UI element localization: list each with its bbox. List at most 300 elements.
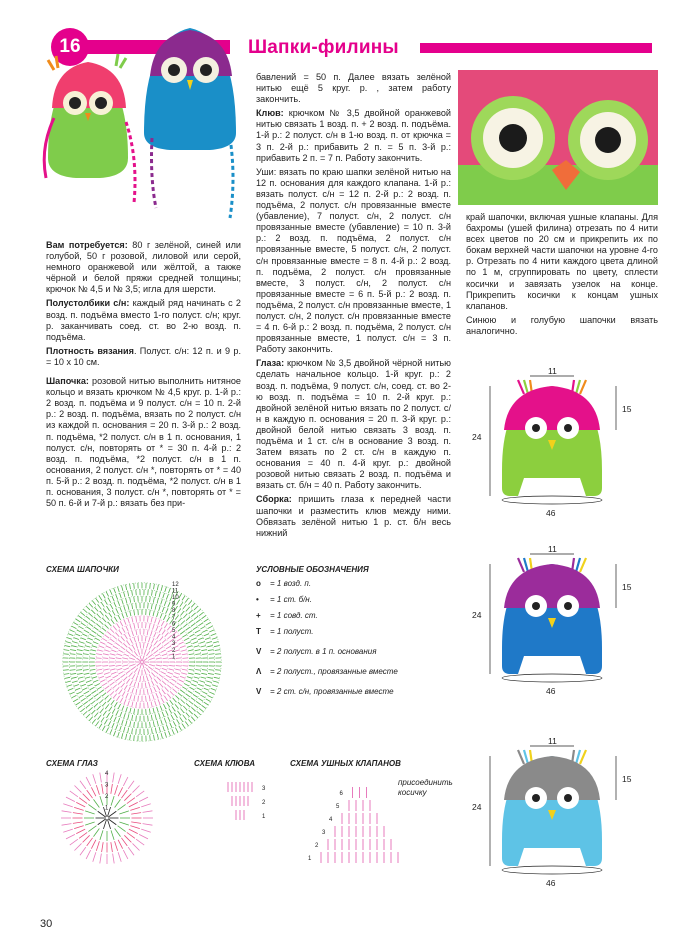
stitch-mark (132, 617, 133, 622)
stitch-mark (77, 650, 83, 651)
stitch-mark (114, 617, 117, 622)
stitch-mark (103, 654, 108, 655)
stitch-mark (150, 631, 152, 636)
eye-pupil (564, 794, 572, 802)
stitch-mark (108, 679, 113, 682)
stitch-mark (123, 643, 127, 647)
stitch-mark (173, 721, 176, 726)
stitch-mark (131, 666, 136, 669)
stitch-mark (183, 605, 186, 609)
stitch-mark (91, 787, 96, 796)
stitch-mark (118, 732, 120, 737)
stitch-mark (82, 688, 87, 690)
stitch-mark (147, 702, 148, 708)
stitch-mark (175, 728, 178, 733)
stitch-mark (75, 634, 80, 636)
stitch-mark (73, 699, 78, 702)
eye-pupil (564, 424, 572, 432)
stitch-mark (138, 696, 139, 702)
row-label: 7 (172, 614, 176, 621)
stitch-mark (127, 832, 135, 838)
legend-item (256, 627, 456, 643)
stitch-mark (118, 587, 120, 592)
stitch-mark (147, 630, 148, 636)
stitch-mark (70, 630, 75, 632)
blue-purple-hat (144, 28, 236, 218)
stitch-mark (79, 832, 87, 838)
stitch-mark (150, 597, 151, 603)
eye-pupil (564, 602, 572, 610)
stitch-mark (149, 645, 152, 650)
stitch-mark (85, 646, 90, 648)
stitch-mark (88, 804, 96, 810)
stitch-mark (175, 695, 179, 699)
ears-text: Уши: вязать по краю шапки зелёной нитью на 12 п. основания для каждого клапана. 1-й р.: вязать полуст. с/н = 12 п. 2-й р.: 2 возд. п. подъёма, 2 полуст. с/н провязанные вместе (убавление), 7 полуст. с/н, 2 полуст. с/н провязанные вместе (убавление) = 10 п. 3-й р.: 2 возд. п. подъёма, 2 полуст. с/н провязанные вместе, 5 полуст. с/н, 2 полуст. с/н провязанные вместе = 8 п. 4-й р.: 2 возд. п. подъёма, 2 полуст. с/н провязанные вместе, 3 полуст. с/н, 2 полуст. с/н провязанные вместе = 6 п. 5-й р.: 2 возд. п. подъёма, 2 полуст. с/н провязанные вместе, 1 полуст. с/н, 2 полуст. с/н провязанные вместе = 4 п. 6-й р.: 2 возд. п. подъёма, 2 полуст. с/н провязанные вместе, 1 полуст. с/н = 3 п. Работу закончить. (256, 166, 451, 355)
stitch-mark (108, 698, 112, 702)
legend-symbol: + (256, 611, 261, 620)
stitch-mark (120, 698, 123, 703)
stitch-mark (215, 650, 221, 651)
stitch-mark (81, 698, 86, 701)
materials-text: 80 г зелёной, синей или голубой, 50 г розовой, лиловой или серой, немного оранжевой или жёлтой, а также чёрной и белой пряжи средней толщины; крючок № 4,5 и № 3,5; игла для шерсти. (46, 240, 241, 295)
stitch-mark (121, 683, 125, 687)
stitch-mark (194, 677, 199, 679)
stitch-mark (132, 843, 139, 850)
stitch-mark (186, 627, 191, 630)
stitch-mark (67, 638, 72, 640)
stitch-mark (118, 601, 120, 606)
stitch-mark (106, 676, 111, 678)
row-label: 3 (322, 830, 326, 836)
stitch-mark (168, 717, 170, 722)
stitch-mark (159, 713, 161, 718)
stitch-mark (126, 585, 127, 590)
photo-owl-hats (40, 18, 245, 223)
stitch-mark (156, 658, 161, 659)
stitch-mark (191, 707, 195, 711)
stitch-mark (154, 735, 155, 741)
stitch-mark (122, 599, 124, 604)
tassel (580, 750, 586, 764)
stitch-mark (122, 613, 124, 618)
hat-diagram (468, 736, 648, 890)
stitch-mark (80, 847, 86, 855)
stitch-mark (110, 604, 113, 609)
stitch-mark (92, 600, 96, 604)
stitch-mark (138, 683, 139, 689)
stitch-mark (197, 609, 201, 613)
stitch-mark (107, 689, 111, 693)
dim-height-label: 24 (472, 802, 482, 812)
stitch-mark (171, 715, 174, 720)
stitch-mark (130, 681, 133, 686)
stitch-mark (83, 609, 87, 613)
hat-scheme-title: СХЕМА ШАПОЧКИ (46, 565, 119, 574)
eyes-text: крючком № 3,5 двойной чёрной нитью сделать начальное кольцо. 1-й круг. р.: 2 возд. п. подъёма, 9 полуст. с/н, соед. ст. во 2-ю возд. п. подъёма = 10 п. 2-й круг. р.: двойной зелёной нитью вязать по 2 полуст. с/н в каждую п. основания = 20 п. 3-й круг. р.: двойной белой нитью связать 3 возд. п. подъёма и 1 ст. с/н в основание 3 возд. п. Затем вязать по 2 ст. с/н в каждую п. основания = 40 п. 4-й круг. р.: двойной розовой нитью связать 2 возд. п. подъёма и вязать ст. б/н = 40 п. Работу закончить. (256, 358, 451, 491)
hat-diagram (468, 544, 648, 698)
stitch-mark (161, 719, 163, 724)
stitch-mark (111, 830, 114, 840)
stitch-mark (175, 704, 178, 708)
stitch-mark (155, 654, 160, 656)
stitch-mark (111, 700, 114, 705)
stitch-mark (181, 709, 185, 713)
stitch-mark (77, 630, 82, 632)
assembly-text: пришить глаза к передней части шапочки и разместить клюв между ними. Обвязать зелёной нитью 1 р. ст. б/н весь нижний (256, 494, 451, 538)
eye-scheme (55, 766, 160, 871)
stitch-mark (94, 694, 99, 697)
eye-pupil (532, 794, 540, 802)
stitch-mark (180, 717, 183, 722)
stitch-mark (134, 668, 137, 673)
stitch-mark (198, 684, 203, 686)
stitch-mark (126, 612, 128, 617)
stitch-mark (136, 630, 137, 636)
stitch-mark (103, 666, 109, 667)
row-label: 6 (339, 791, 343, 797)
stitch-mark (70, 654, 76, 655)
stitch-mark (152, 673, 156, 677)
column-3 (466, 212, 658, 340)
stitch-mark (107, 713, 110, 718)
beak-scheme (210, 772, 280, 832)
dc-text: каждый ряд начинать с 2 возд. п. подъёма вместо 1-го полуст. с/н; круг. р. заканчивать соед. ст. во 2-ю возд. п. подъёма. (46, 298, 241, 342)
stitch-mark (100, 773, 102, 783)
stitch-mark (159, 646, 164, 649)
stitch-mark (115, 678, 120, 681)
legend-text: = 1 ст. б/н. (270, 595, 312, 604)
stitch-mark (105, 615, 108, 619)
stitch-mark (183, 614, 187, 618)
legend-symbol: • (256, 595, 259, 604)
stitch-mark (195, 654, 201, 655)
stitch-mark (194, 606, 198, 610)
stitch-mark (122, 585, 123, 590)
stitch-mark (182, 654, 188, 655)
stitch-mark (163, 658, 169, 659)
stitch-mark (136, 791, 144, 797)
stitch-mark (134, 682, 136, 687)
stitch-mark (175, 669, 180, 670)
stitch-mark (143, 811, 153, 813)
stitch-mark (88, 638, 93, 640)
stitch-mark (100, 611, 104, 615)
stitch-mark (118, 718, 120, 723)
stitch-mark (157, 585, 158, 590)
stitch-mark (107, 606, 110, 611)
stitch-mark (201, 677, 206, 678)
density-label: Плотность вязания (46, 345, 134, 356)
stitch-mark (79, 695, 84, 698)
stitch-mark (81, 623, 86, 626)
beak-scheme-title: СХЕМА КЛЮВА (194, 759, 256, 768)
row-label: 3 (172, 641, 176, 648)
page-number: 30 (40, 918, 53, 930)
stitch-mark (103, 819, 106, 829)
stitch-mark (110, 691, 114, 695)
stitch-mark (163, 665, 169, 666)
stitch-mark (167, 685, 171, 689)
stitch-mark (87, 790, 93, 798)
stitch-mark (117, 696, 120, 701)
stitch-mark (204, 619, 209, 622)
stitch-mark (191, 698, 196, 701)
stitch-mark (189, 654, 195, 655)
stitch-mark (67, 685, 72, 687)
stitch-mark (155, 714, 156, 719)
stitch-mark (149, 674, 152, 679)
stitch-mark (177, 638, 182, 641)
legend-text: = 2 полуст., провязанные вместе (270, 667, 398, 676)
stitch-mark (83, 701, 88, 704)
stitch-mark (167, 694, 170, 698)
stitch-mark (83, 835, 90, 842)
legend-text: = 2 ст. с/н, провязанные вместе (270, 687, 394, 696)
stitch-mark (124, 654, 129, 656)
stitch-mark (195, 691, 200, 694)
stitch-mark (144, 669, 146, 674)
stitch-mark (116, 687, 120, 691)
stitch-mark (150, 722, 151, 728)
stitch-mark (92, 677, 97, 679)
stitch-mark (120, 726, 122, 731)
stitch-mark (150, 688, 152, 693)
stitch-mark (140, 676, 141, 682)
stitch-mark (99, 596, 102, 601)
stitch-mark (178, 702, 182, 706)
stitch-mark (129, 647, 133, 651)
row-label: 1 (308, 856, 312, 862)
stitch-mark (188, 600, 192, 604)
stitch-mark (115, 841, 118, 851)
page-badge: 16 (51, 28, 89, 66)
stitch-mark (102, 628, 106, 632)
stitch-mark (163, 593, 165, 598)
stitch-mark (126, 641, 129, 646)
stitch-mark (102, 638, 107, 641)
stitch-mark (113, 694, 116, 698)
row-label: 2 (172, 647, 176, 654)
stitch-mark (94, 713, 98, 717)
stitch-mark (146, 668, 149, 673)
stitch-mark (93, 829, 99, 837)
stitch-mark (136, 603, 137, 609)
stitch-mark (138, 623, 139, 629)
stitch-mark (153, 624, 155, 629)
earflap-scheme-title: СХЕМА УШНЫХ КЛАПАНОВ (290, 759, 401, 768)
stitch-mark (188, 631, 193, 634)
stitch-mark (128, 847, 134, 855)
stitch-mark (180, 676, 185, 678)
stitch-mark (111, 796, 114, 806)
stitch-mark (95, 722, 98, 727)
stitch-mark (104, 673, 109, 675)
stitch-mark (111, 650, 116, 652)
stitch-mark (150, 735, 151, 741)
page-title: Шапки-филины (248, 37, 399, 58)
stitch-mark (132, 785, 139, 792)
stitch-mark (164, 718, 166, 723)
stitch-mark (155, 591, 156, 596)
stitch-mark (70, 673, 76, 674)
stitch-mark (122, 628, 125, 633)
stitch-mark (186, 713, 190, 717)
stitch-mark (105, 719, 108, 724)
stitch-mark (108, 622, 112, 626)
stitch-mark (155, 701, 157, 706)
stitch-mark (101, 602, 104, 607)
stitch-mark (207, 646, 212, 647)
stitch-mark (162, 681, 166, 685)
stitch-mark (130, 597, 131, 603)
stitch-mark (173, 689, 177, 693)
stitch-mark (180, 690, 185, 693)
stitch-mark (193, 680, 198, 682)
stitch-mark (189, 701, 193, 705)
stitch-mark (181, 699, 185, 703)
stitch-mark (114, 588, 116, 593)
stitch-mark (130, 807, 140, 810)
row-label: 4 (329, 817, 333, 823)
legend-item (256, 647, 456, 663)
stitch-mark (195, 630, 200, 633)
stitch-mark (113, 854, 115, 864)
row-label: 2 (105, 794, 109, 800)
stitch-mark (157, 634, 160, 639)
stitch-mark (145, 636, 146, 642)
stitch-mark (147, 689, 148, 695)
stitch-mark (149, 610, 150, 616)
stitch-mark (96, 666, 102, 667)
hat-scheme (40, 576, 245, 746)
stitch-mark (107, 632, 111, 636)
stitch-mark (86, 777, 91, 786)
stitch-mark (157, 612, 159, 617)
stitch-mark (92, 646, 97, 648)
stitch-mark (118, 615, 121, 620)
stitch-mark (143, 824, 153, 826)
stitch-mark (110, 654, 115, 655)
stitch-mark (213, 642, 218, 643)
stitch-mark (97, 634, 102, 637)
dim-width-label: 11 (548, 736, 557, 746)
stitch-mark (65, 642, 70, 643)
stitch-mark (189, 669, 195, 670)
stitch-mark (120, 712, 122, 717)
stitch-mark (124, 794, 131, 801)
stitch-mark (213, 681, 218, 682)
hat-top (504, 756, 600, 800)
stitch-mark (92, 691, 97, 694)
stitch-mark (165, 633, 169, 637)
stitch-mark (122, 691, 125, 696)
stitch-mark (145, 683, 146, 689)
stitch-mark (181, 673, 186, 674)
stitch-mark (151, 681, 154, 686)
dim-height-label: 24 (472, 432, 482, 442)
stitch-mark (144, 649, 146, 654)
stitch-mark (164, 678, 169, 681)
stitch-mark (126, 679, 129, 684)
stitch-mark (162, 690, 165, 695)
stitch-mark (90, 634, 95, 637)
stitch-mark (175, 625, 179, 629)
stitch-mark (134, 623, 135, 628)
stitch-mark (86, 606, 90, 610)
stitch-mark (151, 715, 152, 721)
stitch-mark (111, 672, 116, 674)
stitch-mark (159, 606, 161, 611)
stitch-mark (85, 822, 95, 825)
stitch-mark (87, 838, 93, 846)
stitch-mark (153, 694, 155, 699)
stitch-mark (189, 710, 193, 714)
tassel (524, 380, 528, 394)
stitch-mark (97, 669, 103, 670)
stitch-mark (193, 627, 198, 630)
stitch-mark (99, 621, 103, 625)
stitch-mark (63, 670, 69, 671)
stitch-mark (97, 706, 101, 710)
hat-top (504, 386, 600, 430)
stitch-mark (96, 841, 99, 851)
tassel (576, 380, 580, 394)
stitch-mark (132, 631, 134, 636)
stitch-mark (116, 710, 118, 715)
stitch-mark (190, 634, 195, 637)
stitch-mark (153, 670, 158, 673)
stitch-mark (109, 707, 112, 712)
stitch-mark (170, 682, 175, 685)
stitch-mark (206, 622, 211, 625)
legend-item (256, 667, 456, 683)
stitch-mark (97, 687, 102, 690)
stitch-mark (183, 715, 186, 719)
stitch-mark (123, 677, 127, 681)
stitch-mark (86, 704, 90, 708)
stitch-mark (195, 673, 200, 674)
eyes-label: Глаза: (256, 358, 285, 369)
stitch-mark (103, 658, 109, 659)
stitch-mark (138, 636, 139, 642)
stitch-mark (116, 633, 120, 637)
dc-label: Полустолбики с/н: (46, 298, 130, 309)
stitch-mark (105, 686, 110, 689)
stitch-mark (130, 708, 131, 713)
stitch-mark (74, 826, 84, 829)
stitch-mark (189, 620, 193, 624)
stitch-mark (110, 669, 115, 670)
eye-scheme-title: СХЕМА ГЛАЗ (46, 759, 98, 768)
row-label: 2 (262, 800, 266, 806)
stitch-mark (113, 773, 115, 783)
stitch-mark (118, 852, 121, 862)
stitch-mark (102, 593, 105, 598)
stitch-mark (131, 654, 136, 657)
dim-height-label: 24 (472, 610, 482, 620)
stitch-mark (209, 692, 214, 694)
stitch-mark (78, 646, 83, 647)
stitch-mark (161, 650, 166, 653)
dim-circ-ellipse (502, 496, 602, 504)
stitch-mark (148, 682, 150, 687)
stitch-mark (85, 811, 95, 814)
stitch-mark (113, 626, 116, 630)
stitch-mark (120, 621, 123, 626)
stitch-mark (77, 654, 83, 655)
stitch-mark (132, 674, 135, 679)
stitch-mark (209, 630, 214, 632)
